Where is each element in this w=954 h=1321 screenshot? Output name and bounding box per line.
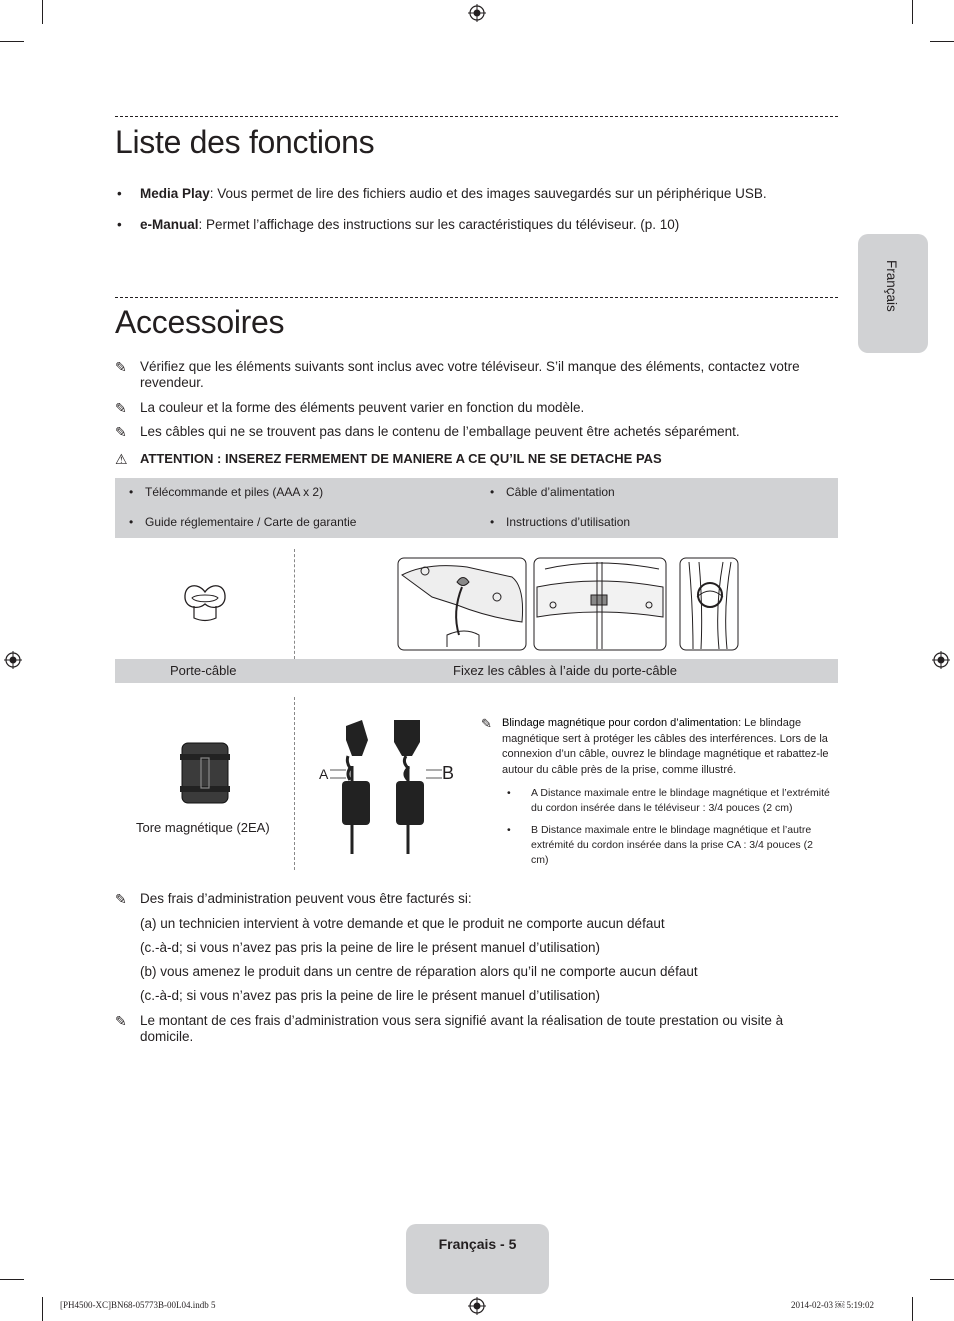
note-item — [115, 891, 835, 907]
cable-holder-illustration — [180, 578, 230, 628]
fees-line: (b) vous amenez le produit dans un centre de réparation alors qu’il ne comporte aucun défaut — [140, 964, 698, 979]
crop-mark — [0, 1279, 24, 1280]
fees-line: (c.-à-d; si vous n’avez pas pris la peine de lire le présent manuel d’utilisation) — [140, 940, 600, 955]
crop-mark — [42, 0, 43, 24]
page-label: Français - 5 — [438, 1236, 517, 1252]
print-file-info: [PH4500-XC]BN68-05773B-00L04.indb 5 — [60, 1300, 216, 1310]
crop-mark — [930, 41, 954, 42]
note-item — [115, 424, 835, 440]
diagram-label-b: B — [442, 763, 455, 783]
warning-text: ATTENTION : INSEREZ FERMEMENT DE MANIERE A CE QU’IL NE SE DETACHE PAS — [140, 451, 662, 466]
pencil-note-icon: ✎ — [115, 891, 127, 907]
column-divider — [294, 549, 295, 659]
ferrite-label: Tore magnétique (2EA) — [136, 820, 270, 835]
fees-note: Des frais d’administration peuvent vous être facturés si: — [140, 891, 472, 906]
diagram-label-a: A — [319, 766, 329, 782]
fees-line: (a) un technicien intervient à votre demande et que le produit ne comporte aucun défaut — [140, 916, 665, 931]
feature-item: • Media Play: Vous permet de lire des fichiers audio et des images sauvegardés sur un périphérique USB. — [117, 186, 767, 201]
registration-mark-icon — [932, 651, 950, 669]
pencil-note-icon: ✎ — [115, 359, 127, 375]
crop-mark — [42, 1297, 43, 1321]
note-item — [115, 400, 835, 416]
crop-mark — [912, 0, 913, 24]
ferrite-cable-diagram — [316, 716, 456, 856]
page-number-tab — [406, 1224, 549, 1294]
registration-mark-icon — [468, 4, 486, 22]
warning-item — [115, 451, 835, 467]
feature-term: Media Play — [140, 186, 210, 201]
registration-mark-icon — [468, 1297, 486, 1315]
accessory-item: • Câble d’alimentation — [490, 485, 615, 499]
ferrite-core-illustration — [178, 740, 232, 806]
accessory-list — [115, 478, 838, 538]
warning-triangle-icon: ⚠ — [115, 451, 128, 467]
ferrite-b-text: Distance maximale entre le blindage magnétique et l’autre extrémité du cordon insérée dans la prise CA : 3/4 pouces (2 cm) — [531, 824, 813, 866]
accessory-item: • Guide réglementaire / Carte de garantie — [129, 515, 357, 529]
accessory-item: • Instructions d’utilisation — [490, 515, 631, 529]
feature-text: : Vous permet de lire des fichiers audio et des images sauvegardés sur un périphérique USB. — [209, 186, 767, 201]
note-text: Vérifiez que les éléments suivants sont inclus avec votre téléviseur. S’il manque des éléments, contactez votre revendeur. — [140, 359, 800, 390]
cable-holder-caption: Fixez les câbles à l’aide du porte-câble — [453, 663, 678, 678]
column-divider — [294, 697, 295, 870]
cable-holder-label: Porte-câble — [170, 663, 237, 678]
feature-item: • e-Manual: Permet l’affichage des instructions sur les caractéristiques du téléviseur. (p. 10) — [117, 217, 680, 232]
language-tab-label: Français — [884, 260, 899, 312]
crop-mark — [912, 1297, 913, 1321]
note-item — [115, 1013, 835, 1045]
ferrite-note-text: : Le blindage magnétique sert à protéger les câbles des interférences. Lors de la connexion d’un câble, ouvrez le blindage magnétique et rabattez-le autour du câble près de la prise, comme illustré. — [502, 717, 829, 776]
ferrite-a-label: A — [531, 787, 538, 799]
language-side-tab — [858, 234, 928, 353]
print-timestamp: 2014-02-03 ￼ 5:19:02 — [791, 1300, 874, 1310]
crop-mark — [0, 41, 24, 42]
fees-line: (c.-à-d; si vous n’avez pas pris la peine de lire le présent manuel d’utilisation) — [140, 988, 600, 1003]
accessory-item: • Télécommande et piles (AAA x 2) — [129, 485, 324, 499]
ferrite-a-text: Distance maximale entre le blindage magnétique et l’extrémité du cordon insérée dans le téléviseur : 3/4 pouces (2 cm) — [531, 787, 830, 814]
note-text: La couleur et la forme des éléments peuvent varier en fonction du modèle. — [140, 400, 585, 415]
features-title: Liste des fonctions — [115, 124, 375, 160]
note-text: Les câbles qui ne se trouvent pas dans le contenu de l’emballage peuvent être achetés séparément. — [140, 424, 740, 439]
accessories-title: Accessoires — [115, 304, 285, 340]
ferrite-note-title: Blindage magnétique pour cordon d’alimentation — [502, 717, 739, 729]
registration-mark-icon — [4, 651, 22, 669]
feature-text: : Permet l’affichage des instructions sur les caractéristiques du téléviseur. (p. 10) — [198, 217, 680, 232]
cable-holder-caption-bar — [115, 659, 838, 683]
pencil-note-icon: ✎ — [481, 716, 492, 731]
feature-term: e-Manual — [140, 217, 199, 232]
ferrite-b-label: B — [531, 824, 539, 836]
section-divider — [115, 297, 838, 298]
pencil-note-icon: ✎ — [115, 1013, 127, 1029]
fees-final: Le montant de ces frais d’administration vous sera signifié avant la réalisation de toute prestation ou visite à domicile. — [140, 1013, 784, 1044]
crop-mark — [930, 1279, 954, 1280]
ferrite-note: ✎ Blindage magnétique pour cordon d’alimentation: Le blindage magnétique sert à protéger les câbles des interférences. Lors de la connexion d’un câble, ouvrez le blindage magnétique et rabattez-le autour du câble près de la prise, comme illustré. • A Distance maximale entre le blindage magnétique et l’extrémité du cordon insérée dans le téléviseur : 3/4 pouces (2 cm) • B Distance maximale entre le blindage magnétique et l’autre extrémité du cordon insérée dans la prise CA : 3/4 pouces (2 cm) — [481, 716, 830, 866]
cable-holder-install-illustration — [397, 557, 740, 651]
note-item — [115, 359, 835, 391]
section-divider — [115, 116, 838, 117]
pencil-note-icon: ✎ — [115, 424, 127, 440]
pencil-note-icon: ✎ — [115, 400, 127, 416]
